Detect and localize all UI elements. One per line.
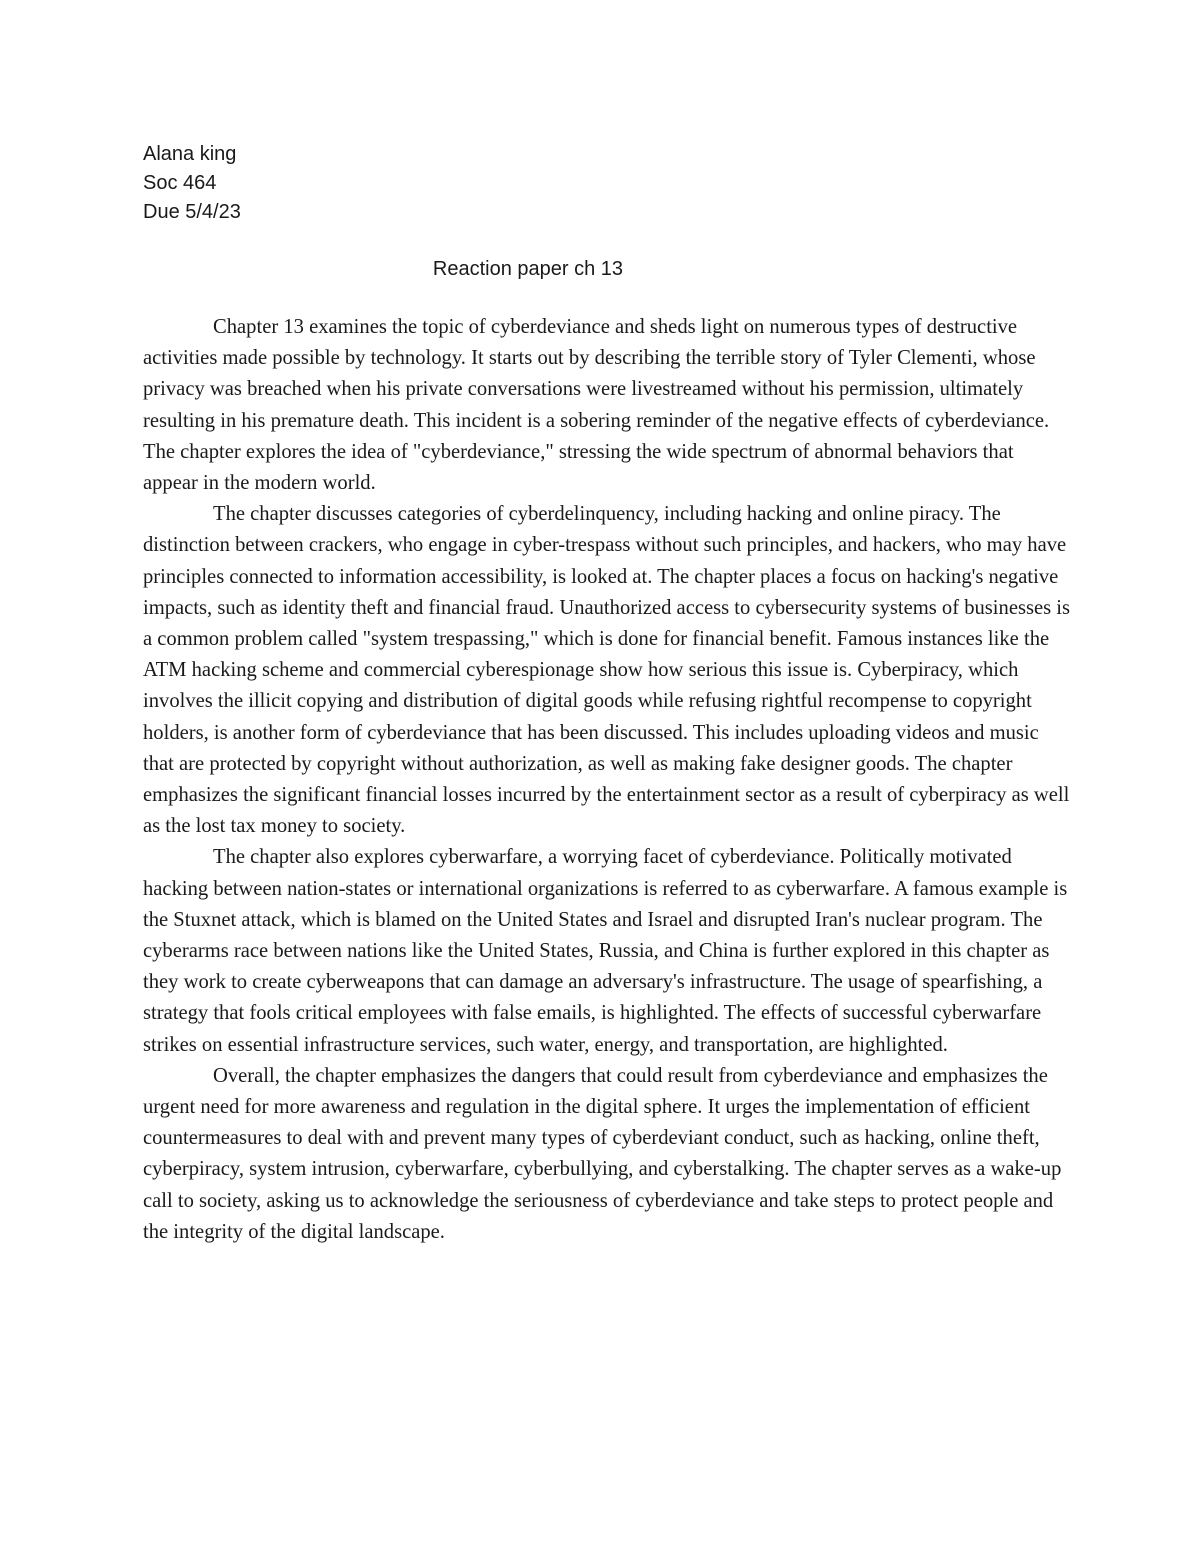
paragraph-2: The chapter discusses categories of cyberdelinquency, including hacking and online piracy. The distinction between crackers, who engage in cyber-trespass without such principles, and hackers, who may have principles connected to information accessibility, is looked at. The chapter places a focus on hacking's negative impacts, such as identity theft and financial fraud. Unauthorized access to cybersecurity systems of businesses is a common problem called "system trespassing," which is done for financial benefit. Famous instances like the ATM hacking scheme and commercial cyberespionage show how serious this issue is. Cyberpiracy, which involves the illicit copying and distribution of digital goods while refusing rightful recompense to copyright holders, is another form of cyberdeviance that has been discussed. This includes uploading videos and music that are protected by copyright without authorization, as well as making fake designer goods. The chapter emphasizes the significant financial losses incurred by the entertainment sector as a result of cyberpiracy as well as the lost tax money to society.: [143, 503, 1071, 838]
author-name: Alana king: [143, 143, 237, 165]
due-date: Due 5/4/23: [143, 201, 241, 223]
paragraph-1: Chapter 13 examines the topic of cyberdeviance and sheds light on numerous types of destructive activities made possible by technology. It starts out by describing the terrible story of Tyler Clementi, whose privacy was breached when his private conversations were livestreamed without his permission, ultimately resulting in his premature death. This incident is a sobering reminder of the negative effects of cyberdeviance. The chapter explores the idea of "cyberdeviance," stressing the wide spectrum of abnormal behaviors that appear in the modern world.: [143, 316, 1050, 495]
paragraph-3: The chapter also explores cyberwarfare, a worrying facet of cyberdeviance. Politically motivated hacking between nation-states or international organizations is referred to as cyberwarfare. A famous example is the Stuxnet attack, which is blamed on the United States and Israel and disrupted Iran's nuclear program. The cyberarms race between nations like the United States, Russia, and China is further explored in this chapter as they work to create cyberweapons that can damage an adversary's infrastructure. The usage of spearfishing, a strategy that fools critical employees with false emails, is highlighted. The effects of successful cyberwarfare strikes on essential infrastructure services, such water, energy, and transportation, are highlighted.: [143, 846, 1068, 1056]
paper-title: Reaction paper ch 13: [432, 258, 624, 280]
paper-body: [143, 312, 1071, 1248]
course-code: Soc 464: [143, 172, 217, 194]
paragraph-4: Overall, the chapter emphasizes the dangers that could result from cyberdeviance and emphasizes the urgent need for more awareness and regulation in the digital sphere. It urges the implementation of efficient countermeasures to deal with and prevent many types of cyberdeviant conduct, such as hacking, online theft, cyberpiracy, system intrusion, cyberwarfare, cyberbullying, and cyberstalking. The chapter serves as a wake-up call to society, asking us to acknowledge the seriousness of cyberdeviance and take steps to protect people and the integrity of the digital landscape.: [143, 1064, 1062, 1243]
paper-header: [143, 140, 241, 227]
